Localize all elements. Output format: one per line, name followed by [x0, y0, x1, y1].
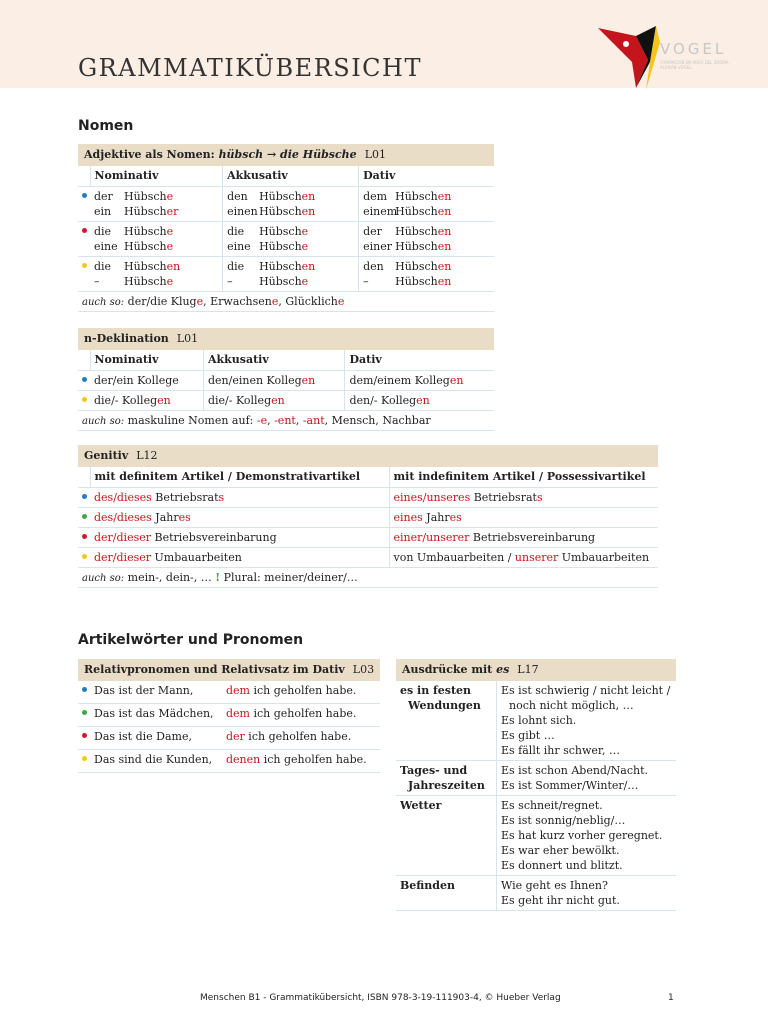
exclamation-icon: ! — [215, 571, 221, 584]
relative-pronoun: dem — [226, 684, 250, 697]
example-cell — [497, 876, 677, 911]
article: eine — [227, 240, 251, 253]
bullet-green-icon — [82, 514, 87, 519]
declension-line — [227, 189, 354, 204]
stem: Hübsch — [259, 275, 302, 288]
page-title: GRAMMATIKÜBERSICHT — [78, 54, 422, 82]
article: einem — [363, 205, 398, 218]
article: einen — [227, 205, 258, 218]
label-line: Befinden — [400, 879, 455, 892]
declension-cell — [223, 257, 359, 292]
bullet-cell — [78, 681, 90, 704]
column-header: mit definitem Artikel / Demonstrativartikel — [90, 467, 389, 488]
table-row — [78, 750, 380, 773]
bullet-blue-icon — [82, 494, 87, 499]
article: – — [363, 275, 369, 288]
ending: e — [166, 240, 174, 253]
label-line: es in festen — [400, 684, 472, 697]
ending: en — [416, 394, 430, 407]
article: – — [227, 275, 233, 288]
declension-line — [94, 224, 218, 239]
table-row — [78, 508, 658, 528]
example-line: Es lohnt sich. — [501, 714, 577, 727]
ending: en — [271, 394, 285, 407]
article: dem — [363, 190, 388, 203]
table-row — [396, 681, 676, 761]
relative-pronoun: der — [226, 730, 245, 743]
relativ-cell — [90, 750, 380, 773]
bullet-blue-icon — [82, 687, 87, 692]
bullet-blue-icon — [82, 193, 87, 198]
table-row — [78, 391, 494, 411]
ending: e — [301, 240, 309, 253]
article: – — [94, 275, 100, 288]
genitiv-cell — [90, 548, 389, 568]
bullet-red-icon — [82, 534, 87, 539]
segment: des/dieses — [94, 491, 152, 504]
segment: der/dieser — [94, 551, 151, 564]
declension-line — [227, 274, 354, 289]
ending: en — [437, 260, 452, 273]
header-spacer — [78, 467, 90, 488]
ending: en — [437, 225, 452, 238]
relativ-table — [78, 659, 380, 773]
ending: en — [166, 260, 181, 273]
segment: s — [218, 491, 225, 504]
genitiv-cell — [90, 508, 389, 528]
row-label — [396, 876, 497, 911]
example-line: Es hat kurz vorher geregnet. — [501, 829, 663, 842]
relativ-cell — [90, 727, 380, 750]
bullet-yellow-icon — [82, 397, 87, 402]
bullet-yellow-icon — [82, 263, 87, 268]
row-label — [396, 761, 497, 796]
genitiv-cell — [389, 528, 658, 548]
declension-cell — [223, 222, 359, 257]
declension-line — [94, 204, 218, 219]
bullet-green-icon — [82, 710, 87, 715]
relative-clause: ich geholfen habe. — [249, 707, 357, 720]
example-line: Es gibt … — [501, 729, 555, 742]
bullet-cell — [78, 548, 90, 568]
segment: der/dieser — [94, 531, 151, 544]
article: die — [94, 260, 112, 273]
column-header: Dativ — [359, 166, 494, 187]
label-line: Wendungen — [408, 699, 481, 712]
es-title: Ausdrücke mit es L17 — [396, 659, 676, 681]
bullet-cell — [78, 391, 90, 411]
stem: Hübsch — [395, 205, 438, 218]
ending: en — [449, 374, 464, 387]
segment: Betriebsvereinbarung — [469, 531, 596, 544]
stem: Hübsch — [395, 260, 438, 273]
ending: e — [301, 225, 309, 238]
stem: Hübsch — [259, 205, 302, 218]
bullet-cell — [78, 187, 90, 222]
section-heading-artikel: Artikelwörter und Pronomen — [78, 632, 304, 648]
bullet-cell — [78, 704, 90, 727]
bullet-cell — [78, 508, 90, 528]
segment: einer/unserer — [393, 531, 470, 544]
table-row — [78, 222, 494, 257]
example-line: Es donnert und blitzt. — [501, 859, 623, 872]
declension-cell — [203, 371, 344, 391]
stem: Hübsch — [124, 225, 167, 238]
n-deklination-grid — [78, 350, 494, 411]
segment: Umbauarbeiten — [558, 551, 650, 564]
label-line: Tages- und — [400, 764, 468, 777]
bullet-yellow-icon — [82, 756, 87, 761]
column-header: mit indefinitem Artikel / Possessivartikel — [389, 467, 658, 488]
declension-cell — [90, 187, 223, 222]
article: eine — [94, 240, 118, 253]
bullet-yellow-icon — [82, 554, 87, 559]
bullet-cell — [78, 750, 90, 773]
page-number: 1 — [668, 993, 674, 1003]
column-header: Akkusativ — [223, 166, 359, 187]
row-label — [396, 681, 497, 761]
declension-cell — [359, 187, 494, 222]
word: die/- Kolleg — [207, 394, 272, 407]
stem: Hübsch — [395, 275, 438, 288]
declension-line — [363, 274, 490, 289]
ending: en — [437, 205, 452, 218]
bullet-cell — [78, 727, 90, 750]
declension-line — [94, 259, 218, 274]
header-spacer — [78, 350, 90, 371]
table-row — [396, 876, 676, 911]
ending: en — [437, 275, 452, 288]
main-clause: Das sind die Kunden, — [94, 753, 213, 766]
example-line: Es war eher bewölkt. — [501, 844, 620, 857]
example-line: noch nicht möglich, … — [509, 699, 634, 712]
label-line: Wetter — [400, 799, 442, 812]
genitiv-cell — [90, 488, 389, 508]
column-header: Nominativ — [90, 166, 223, 187]
table-row — [78, 548, 658, 568]
article: den — [363, 260, 384, 273]
n-deklination-title: n-Deklination L01 — [78, 328, 494, 350]
relative-pronoun: denen — [226, 753, 261, 766]
main-clause: Das ist die Dame, — [94, 730, 192, 743]
article: die — [227, 260, 245, 273]
segment: des/dieses — [94, 511, 152, 524]
logo-subtitle: FORMACIÓN EN ÁREA DEL IDIOMA ALEMÁN VOGEL — [660, 60, 729, 70]
table-row — [78, 187, 494, 222]
ending: en — [437, 190, 452, 203]
bullet-red-icon — [82, 733, 87, 738]
segment: s — [536, 491, 543, 504]
declension-line — [94, 239, 218, 254]
article: den — [227, 190, 248, 203]
stem: Hübsch — [259, 260, 302, 273]
bullet-cell — [78, 371, 90, 391]
declension-line — [227, 224, 354, 239]
example-line: Wie geht es Ihnen? — [501, 879, 608, 892]
bullet-blue-icon — [82, 377, 87, 382]
segment: Betriebsrat — [470, 491, 537, 504]
bullet-cell — [78, 528, 90, 548]
example-cell — [497, 796, 677, 876]
example-line: Es schneit/regnet. — [501, 799, 603, 812]
genitiv-cell — [389, 488, 658, 508]
article: die — [227, 225, 245, 238]
ending: en — [301, 205, 316, 218]
word: dem/einem Kolleg — [349, 374, 450, 387]
word: den/einen Kolleg — [207, 374, 302, 387]
label-line: Jahreszeiten — [408, 779, 485, 792]
footer-text: Menschen B1 - Grammatikübersicht, ISBN 978-3-19-111903-4, © Hueber Verlag — [200, 993, 561, 1003]
relative-clause: ich geholfen habe. — [260, 753, 367, 766]
stem: Hübsch — [259, 190, 302, 203]
stem: Hübsch — [395, 190, 438, 203]
section-heading-nomen: Nomen — [78, 118, 134, 134]
stem: Hübsch — [395, 225, 438, 238]
example-line: Es fällt ihr schwer, … — [501, 744, 620, 757]
logo-text: VOGEL — [660, 40, 727, 58]
declension-cell — [90, 371, 203, 391]
ending: e — [166, 275, 174, 288]
declension-cell — [90, 257, 223, 292]
declension-line — [363, 239, 490, 254]
stem: Hübsch — [259, 225, 302, 238]
relative-clause: ich geholfen habe. — [249, 684, 357, 697]
row-label — [396, 796, 497, 876]
declension-line — [363, 224, 490, 239]
example-line: Es ist sonnig/neblig/… — [501, 814, 626, 827]
word: der/ein Kollege — [94, 374, 179, 387]
declension-line — [363, 189, 490, 204]
genitiv-cell — [90, 528, 389, 548]
table-row — [78, 704, 380, 727]
stem: Hübsch — [124, 275, 167, 288]
relative-clause: ich geholfen habe. — [244, 730, 352, 743]
main-clause: Das ist der Mann, — [94, 684, 194, 697]
example-cell — [497, 761, 677, 796]
adjektive-note: auch so: der/die Kluge, Erwachsene, Glückliche — [78, 292, 494, 312]
genitiv-table — [78, 445, 658, 588]
genitiv-cell — [389, 548, 658, 568]
column-header: Nominativ — [90, 350, 203, 371]
relativ-cell — [90, 681, 380, 704]
declension-line — [227, 259, 354, 274]
column-header: Akkusativ — [203, 350, 344, 371]
article: die — [94, 225, 112, 238]
article: der — [94, 190, 113, 203]
declension-cell — [203, 391, 344, 411]
ending: er — [166, 205, 179, 218]
example-line: Es geht ihr nicht gut. — [501, 894, 620, 907]
segment: es — [178, 511, 191, 524]
article: ein — [94, 205, 112, 218]
genitiv-title: Genitiv L12 — [78, 445, 658, 467]
table-row — [78, 257, 494, 292]
ending: en — [157, 394, 171, 407]
header-row — [78, 467, 658, 488]
header-spacer — [78, 166, 90, 187]
table-row — [396, 796, 676, 876]
adjektive-grid — [78, 166, 494, 292]
stem: Hübsch — [124, 190, 167, 203]
ending: e — [301, 275, 309, 288]
declension-line — [94, 274, 218, 289]
table-row — [396, 761, 676, 796]
example-cell — [497, 681, 677, 761]
segment: Betriebsvereinbarung — [151, 531, 277, 544]
declension-cell — [359, 222, 494, 257]
declension-line — [363, 259, 490, 274]
declension-cell — [345, 391, 494, 411]
adjektive-title: Adjektive als Nomen: hübsch → die Hübsche L01 — [78, 144, 494, 166]
table-row — [78, 488, 658, 508]
relativ-title: Relativpronomen und Relativsatz im Dativ L03 — [78, 659, 380, 681]
segment: eines/unseres — [393, 491, 471, 504]
bullet-cell — [78, 488, 90, 508]
article: der — [363, 225, 382, 238]
declension-cell — [223, 187, 359, 222]
declension-line — [363, 204, 490, 219]
segment: unserer — [514, 551, 559, 564]
bullet-red-icon — [82, 228, 87, 233]
segment: Umbauarbeiten — [151, 551, 242, 564]
declension-line — [227, 204, 354, 219]
segment: Betriebsrat — [151, 491, 219, 504]
declension-cell — [90, 391, 203, 411]
ending: e — [166, 225, 174, 238]
declension-cell — [90, 222, 223, 257]
stem: Hübsch — [124, 205, 167, 218]
stem: Hübsch — [395, 240, 438, 253]
ending: en — [437, 240, 452, 253]
relativ-grid — [78, 681, 380, 773]
genitiv-note: auch so: mein-, dein-, … ! Plural: meiner/deiner/… — [78, 568, 658, 588]
main-clause: Das ist das Mädchen, — [94, 707, 214, 720]
table-row — [78, 681, 380, 704]
relative-pronoun: dem — [226, 707, 250, 720]
relativ-cell — [90, 704, 380, 727]
ending: e — [166, 190, 174, 203]
word: die/- Kolleg — [94, 394, 158, 407]
segment: eines — [393, 511, 423, 524]
word: den/- Kolleg — [349, 394, 417, 407]
genitiv-grid — [78, 467, 658, 568]
ending: en — [301, 260, 316, 273]
stem: Hübsch — [124, 240, 167, 253]
es-table — [396, 659, 676, 911]
table-row — [78, 371, 494, 391]
ending: en — [301, 374, 316, 387]
n-deklination-note: auch so: maskuline Nomen auf: -e, -ent, -ant, Mensch, Nachbar — [78, 411, 494, 431]
segment: es — [449, 511, 462, 524]
declension-cell — [359, 257, 494, 292]
adjektive-table — [78, 144, 494, 312]
segment: von Umbauarbeiten / — [393, 551, 515, 564]
segment: Jahr — [422, 511, 450, 524]
es-grid — [396, 681, 676, 911]
stem: Hübsch — [259, 240, 302, 253]
header-row — [78, 350, 494, 371]
article: einer — [363, 240, 393, 253]
stem: Hübsch — [124, 260, 167, 273]
declension-line — [227, 239, 354, 254]
example-line: Es ist schon Abend/Nacht. — [501, 764, 649, 777]
example-line: Es ist Sommer/Winter/… — [501, 779, 639, 792]
segment: Jahr — [151, 511, 179, 524]
bullet-cell — [78, 257, 90, 292]
column-header: Dativ — [345, 350, 494, 371]
genitiv-cell — [389, 508, 658, 528]
declension-line — [94, 189, 218, 204]
declension-cell — [345, 371, 494, 391]
table-row — [78, 528, 658, 548]
ending: en — [301, 190, 316, 203]
n-deklination-table — [78, 328, 494, 431]
header-row — [78, 166, 494, 187]
table-row — [78, 727, 380, 750]
example-line: Es ist schwierig / nicht leicht / — [501, 684, 671, 697]
bullet-cell — [78, 222, 90, 257]
